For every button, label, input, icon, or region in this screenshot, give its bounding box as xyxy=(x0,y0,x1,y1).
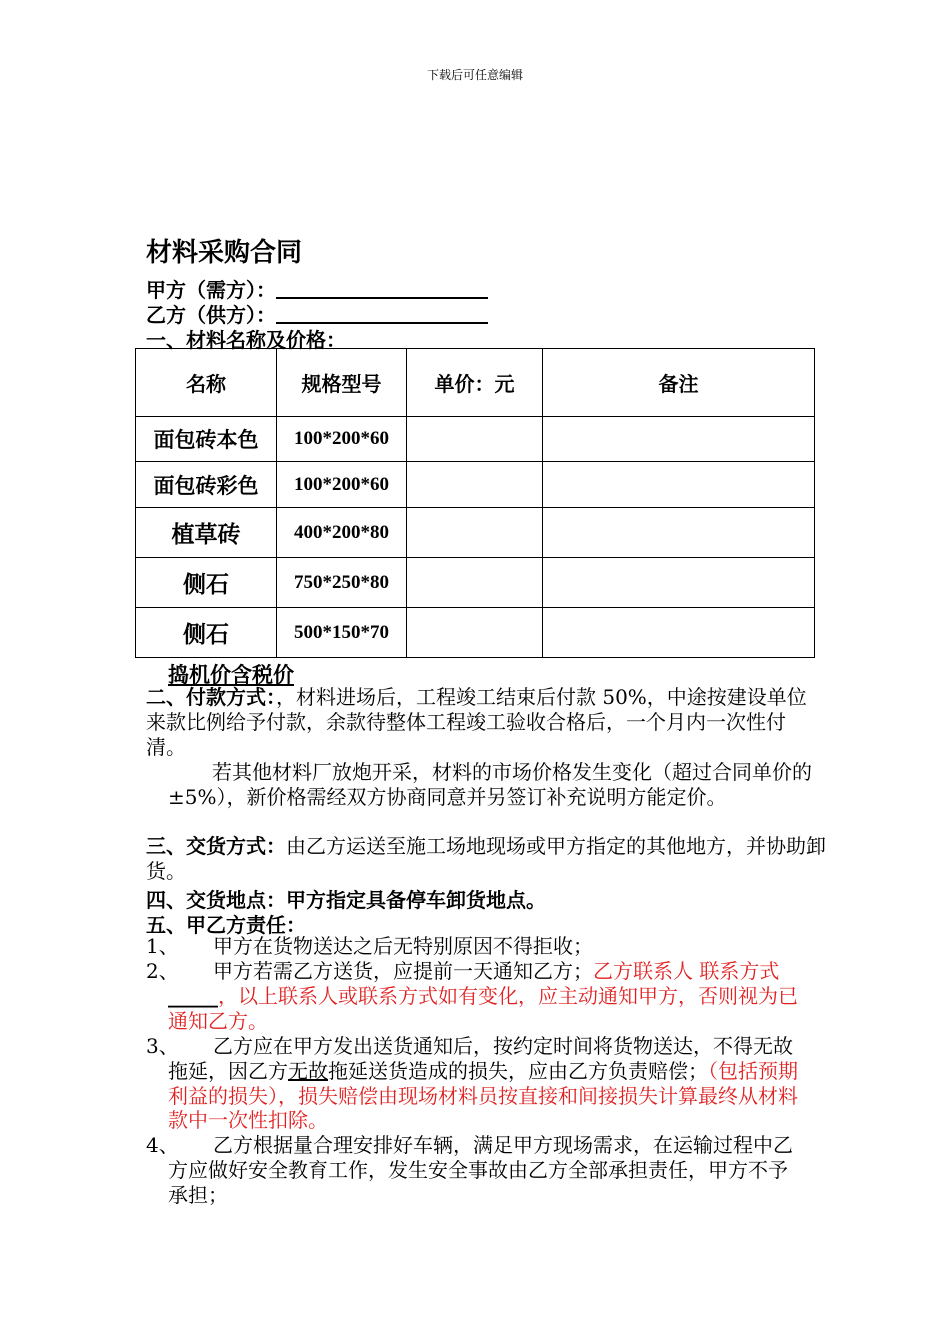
item-number: 2、 xyxy=(146,959,179,983)
table-row xyxy=(136,462,815,508)
cell-name: 侧石 xyxy=(136,608,277,658)
section3-text: 由乙方运送至施工场地现场或甲方指定的其他地方，并协助卸货。 xyxy=(146,834,826,883)
cell-spec: 400*200*80 xyxy=(277,508,407,558)
table-row xyxy=(136,608,815,658)
table-row xyxy=(136,558,815,608)
item-2 xyxy=(146,959,806,1033)
cell-price[interactable] xyxy=(407,608,543,658)
cell-spec: 750*250*80 xyxy=(277,558,407,608)
item-red-text: （包括预期利益的损失），损失赔偿由现场材料员按直接和间接损失计算最终从材料款中一次性扣除。 xyxy=(168,1058,798,1133)
page-title: 材料采购合同 xyxy=(146,238,303,268)
cell-price[interactable] xyxy=(407,558,543,608)
cell-name: 面包砖本色 xyxy=(136,417,277,462)
section2-para2: 若其他材料厂放炮开采，材料的市场价格发生变化（超过合同单价的±5%），新价格需经双方协商同意并另签订补充说明方能定价。 xyxy=(168,760,812,809)
cell-name: 面包砖彩色 xyxy=(136,462,277,508)
item-text: 甲方若需乙方送货，应提前一天通知乙方； xyxy=(213,959,593,983)
section1-heading: 一、材料名称及价格： xyxy=(146,328,346,352)
cell-note[interactable] xyxy=(543,558,815,608)
item-red-text: ，以上联系人或联系方式如有变化，应主动通知甲方，否则视为已通知乙方。 xyxy=(168,983,798,1033)
item-1 xyxy=(146,934,816,959)
party-b-blank[interactable] xyxy=(276,304,488,324)
item-red-text: 联系方式 xyxy=(699,959,780,983)
section2-label: 二、付款方式： xyxy=(146,685,276,709)
cell-note[interactable] xyxy=(543,417,815,462)
section3 xyxy=(146,834,826,884)
item-text: 甲方在货物送达之后无特别原因不得拒收； xyxy=(213,934,593,958)
item-underlined-text: 无故 xyxy=(288,1058,328,1083)
party-a-blank[interactable] xyxy=(276,279,488,299)
col-header-name: 名称 xyxy=(136,349,277,417)
header-note: 下载后可任意编辑 xyxy=(426,68,523,82)
item-number: 1、 xyxy=(146,934,179,958)
item-text: 乙方根据量合理安排好车辆，满足甲方现场需求，在运输过程中乙方应做好安全教育工作，发生安全事故由乙方全部承担责任，甲方不予承担； xyxy=(168,1133,793,1207)
section5-heading: 五、甲乙方责任： xyxy=(146,913,306,937)
section3-label: 三、交货方式： xyxy=(146,834,286,858)
party-a-label: 甲方（需方）： xyxy=(146,278,276,302)
cell-note[interactable] xyxy=(543,462,815,508)
item-red-text: 乙方联系人 xyxy=(593,959,693,983)
cell-name: 植草砖 xyxy=(136,508,277,558)
table-row xyxy=(136,508,815,558)
table-row xyxy=(136,417,815,462)
cell-spec: 500*150*70 xyxy=(277,608,407,658)
cell-price[interactable] xyxy=(407,462,543,508)
item-4 xyxy=(146,1133,806,1207)
cell-spec: 100*200*60 xyxy=(277,462,407,508)
item-number: 4、 xyxy=(146,1133,179,1157)
col-header-note: 备注 xyxy=(543,349,815,417)
contact-blank[interactable]: _____ xyxy=(168,983,218,1008)
item-text: 拖延送货造成的损失，应由乙方负责赔偿； xyxy=(328,1058,708,1083)
item-number: 3、 xyxy=(146,1034,179,1058)
item-text: 乙方应在甲方发出送货通知后，按约定时间将货物送达，不得无故拖延，因乙方 xyxy=(168,1034,793,1083)
section2-text: ，材料进场后，工程竣工结束后付款 50%，中途按建设单位来款比例给予付款，余款待整体工程竣工验收合格后，一个月内一次性付清。 xyxy=(146,685,807,759)
cell-note[interactable] xyxy=(543,508,815,558)
materials-table xyxy=(135,348,815,658)
party-b-label: 乙方（供方）： xyxy=(146,303,276,327)
col-header-spec: 规格型号 xyxy=(277,349,407,417)
item-3 xyxy=(146,1034,806,1133)
price-note: 捣机价含税价 xyxy=(168,662,294,687)
cell-price[interactable] xyxy=(407,417,543,462)
section2 xyxy=(146,685,816,759)
table-header-row xyxy=(136,349,815,417)
section4: 四、交货地点：甲方指定具备停车卸货地点。 xyxy=(146,888,546,912)
cell-note[interactable] xyxy=(543,608,815,658)
cell-name: 侧石 xyxy=(136,558,277,608)
cell-price[interactable] xyxy=(407,508,543,558)
cell-spec: 100*200*60 xyxy=(277,417,407,462)
col-header-price: 单价：元 xyxy=(407,349,543,417)
